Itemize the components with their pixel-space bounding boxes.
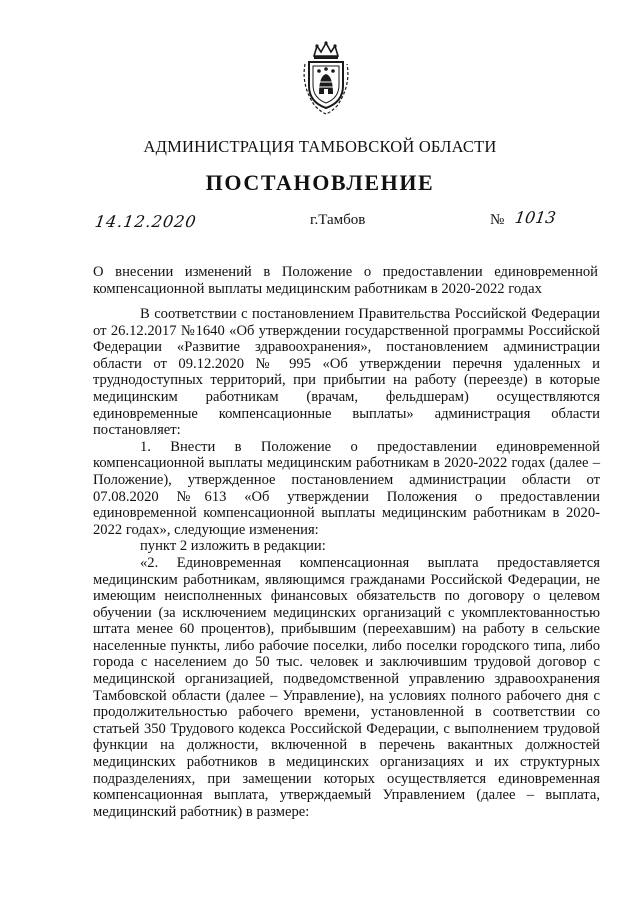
body-paragraph: 1. Внести в Положение о предоставлении единовременной компенсационной выплаты медицинским работникам в 2020-2022 годах (далее – Положение), утвержденное постановлением администрации области от 07.08.2020 №613 «Об утверждении Положения о предоставлении единовременной компенсационной выплаты медицинским работникам в 2020-2022 годах», следующие изменения: — [93, 438, 600, 538]
body-paragraph: «2. Единовременная компенсационная выплата предоставляется медицинским работникам, являющимся гражданами Российской Федерации, не имеющим неисполненных финансовых обязательств по договору о целевом обучении (за исключением медицинских организаций с укомплектованностью штата менее 60 процентов), прибывшим (переехавшим) на работу в сельские населенные пункты, либо рабочие поселки, либо поселки городского типа, либо города с населением до 50 тыс. человек и заключившим трудовой договор с медицинской организацией, подведомственной управлению здравоохранения Тамбовской области (далее – Управление), на условиях полного рабочего дня с продолжительностью рабочего времени, установленной в соответствии со статьей 350 Трудового кодекса Российской Федерации, с выполнением трудовой функции на должности, включенной в перечень вакантных должностей медицинских работников в медицинских организациях и их структурных подразделениях, при замещении которых осуществляется единовременная компенсационная выплата, утверждаемый Управлением (далее – выплата, медицинский работник) в размере: — [93, 554, 600, 820]
document-number: 1013 — [513, 208, 558, 227]
document-subject: О внесении изменений в Положение о предоставлении единовременной компенсационной выплаты медицинским работникам в 2020-2022 годах — [93, 264, 598, 297]
document-number-label: № — [490, 212, 505, 228]
body-paragraph: пункт 2 изложить в редакции: — [140, 538, 326, 555]
organization-name: АДМИНИСТРАЦИЯ ТАМБОВСКОЙ ОБЛАСТИ — [143, 137, 497, 156]
document-body — [93, 306, 600, 820]
document-city: г.Тамбов — [310, 212, 366, 228]
body-paragraph: В соответствии с постановлением Правительства Российской Федерации от 26.12.2017 №1640 «Об утверждении государственной программы Российской Федерации «Развитие здравоохранения», постановлением администрации области от 09.12.2020 № 995 «Об утверждении перечня удаленных и труднодоступных территорий, при прибытии на работу (переезде) в которые медицинским работникам (врачам, фельдшерам) осуществляются единовременные компенсационные выплаты» администрация области постановляет: — [93, 306, 600, 439]
coat-of-arms-icon — [297, 40, 355, 116]
document-date: 14.12.2020 — [93, 212, 198, 231]
document-type: ПОСТАНОВЛЕНИЕ — [205, 170, 435, 195]
